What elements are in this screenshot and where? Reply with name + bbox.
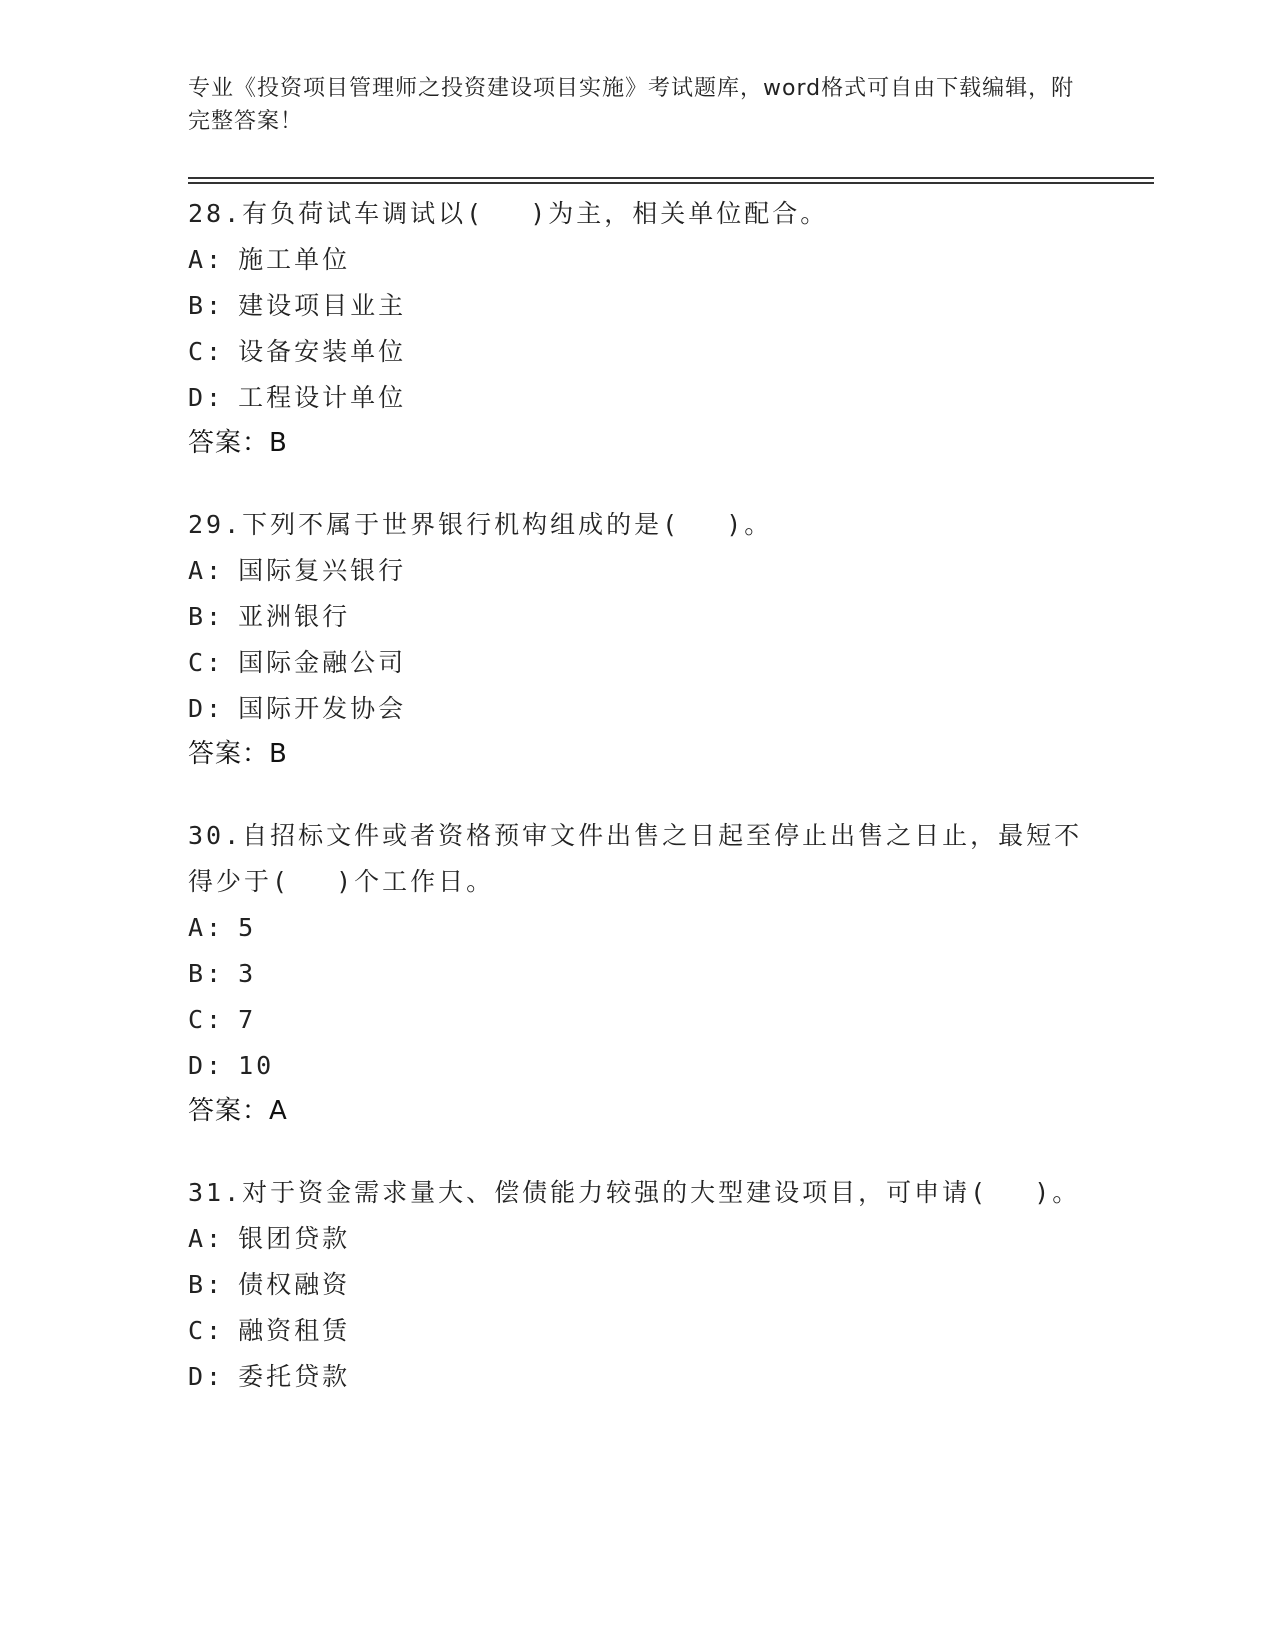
- option-c: [188, 997, 1088, 1043]
- option-d: [188, 1354, 1088, 1400]
- option-text: 7: [238, 1005, 257, 1034]
- option-key: A:: [188, 913, 225, 942]
- question-list: [188, 191, 1088, 1437]
- option-key: A:: [188, 556, 225, 585]
- option-key: B:: [188, 602, 225, 631]
- option-text: 融资租赁: [238, 1316, 351, 1345]
- option-text: 10: [238, 1051, 275, 1080]
- answer-line: 答案：B: [188, 428, 288, 458]
- option-b: [188, 1262, 1088, 1308]
- option-a: [188, 548, 1088, 594]
- option-key: C:: [188, 1316, 225, 1345]
- option-text: 委托贷款: [238, 1362, 351, 1391]
- option-text: 工程设计单位: [238, 383, 407, 412]
- option-key: A:: [188, 245, 225, 274]
- option-text: 建设项目业主: [238, 291, 407, 320]
- option-text: 设备安装单位: [238, 337, 407, 366]
- option-key: D:: [188, 694, 225, 723]
- option-b: [188, 594, 1088, 640]
- option-text: 国际复兴银行: [238, 556, 407, 585]
- option-c: [188, 1308, 1088, 1354]
- option-key: B:: [188, 959, 225, 988]
- option-key: C:: [188, 1005, 225, 1034]
- question-29: [188, 502, 1088, 776]
- option-text: 亚洲银行: [238, 602, 351, 631]
- answer-line: 答案：A: [188, 1096, 288, 1126]
- option-c: [188, 329, 1088, 375]
- question-text: 28.有负荷试车调试以( )为主，相关单位配合。: [188, 199, 829, 228]
- question-text: 31.对于资金需求量大、偿债能力较强的大型建设项目，可申请( )。: [188, 1178, 1081, 1207]
- option-d: [188, 686, 1088, 732]
- option-text: 国际金融公司: [238, 648, 407, 677]
- option-text: 国际开发协会: [238, 694, 407, 723]
- option-a: [188, 1216, 1088, 1262]
- document-header: 专业《投资项目管理师之投资建设项目实施》考试题库，word格式可自由下载编辑，附完整答案！: [188, 76, 1075, 134]
- option-c: [188, 640, 1088, 686]
- option-key: C:: [188, 648, 225, 677]
- option-key: C:: [188, 337, 225, 366]
- option-d: [188, 375, 1088, 421]
- question-text: 29.下列不属于世界银行机构组成的是( )。: [188, 510, 773, 539]
- question-31: [188, 1170, 1088, 1400]
- option-key: B:: [188, 291, 225, 320]
- option-text: 银团贷款: [238, 1224, 351, 1253]
- option-key: D:: [188, 383, 225, 412]
- option-a: [188, 905, 1088, 951]
- question-28: [188, 191, 1088, 465]
- option-key: A:: [188, 1224, 225, 1253]
- option-b: [188, 951, 1088, 997]
- option-key: D:: [188, 1051, 225, 1080]
- answer-line: 答案：B: [188, 739, 288, 769]
- header-divider-bottom: [188, 182, 1154, 184]
- option-text: 施工单位: [238, 245, 351, 274]
- question-text: 30.自招标文件或者资格预审文件出售之日起至停止出售之日止，最短不得少于( )个工作日。: [188, 821, 1083, 896]
- option-a: [188, 237, 1088, 283]
- option-key: B:: [188, 1270, 225, 1299]
- option-b: [188, 283, 1088, 329]
- option-key: D:: [188, 1362, 225, 1391]
- header-divider-top: [188, 177, 1154, 179]
- option-text: 3: [238, 959, 257, 988]
- option-text: 5: [238, 913, 257, 942]
- question-30: [188, 813, 1088, 1133]
- option-text: 债权融资: [238, 1270, 351, 1299]
- option-d: [188, 1043, 1088, 1089]
